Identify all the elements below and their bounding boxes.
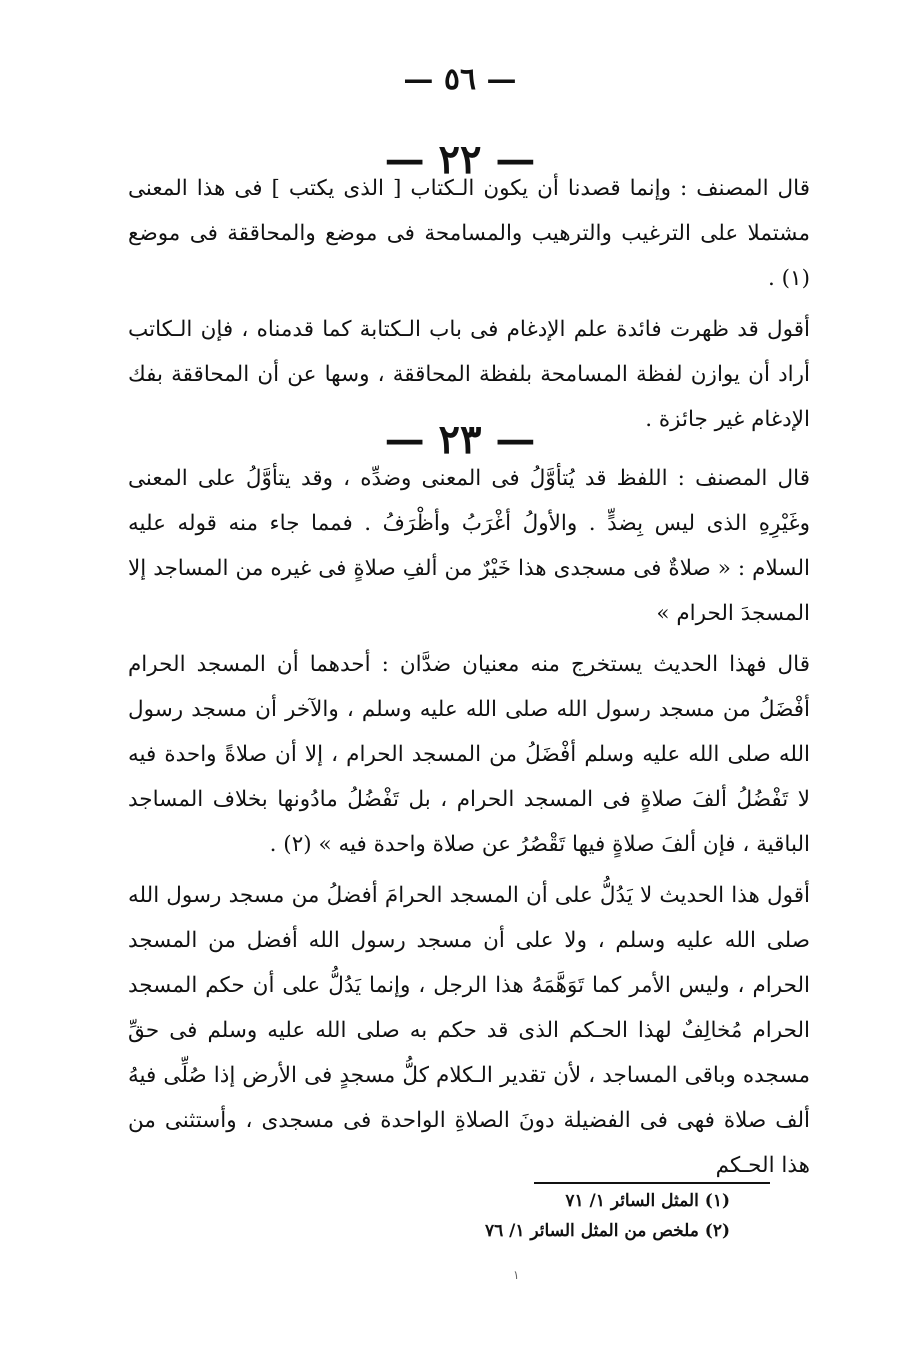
paragraph: قال المصنف : وإنما قصدنا أن يكون الـكتاب [ الذى يكتب ] فى هذا المعنى مشتملا على الترغيب والترهيب والمسامحة فى موضع والمحاققة فى موضع (١) .: [128, 176, 810, 291]
footnote-1: (١) المثل السائر ١/ ٧١: [565, 1191, 730, 1211]
section-23-body: [128, 456, 810, 1194]
footnotes: [420, 1186, 730, 1246]
section-heading-22: — ٢٢ —: [384, 136, 536, 183]
paragraph: قال المصنف : اللفظ قد يُتأوَّلُ فى المعنى وضدِّه ، وقد يتأوَّلُ على المعنى وغَيْرِهِ الذى ليس بِضدٍّ . والأولُ أغْرَبُ وأظْرَفُ . فمما جاء منه قوله عليه السلام : « صلاةٌ فى مسجدى هذا خَيْرٌ من ألفِ صلاةٍ فى غيره من المساجد إلا المسجدَ الحرام »: [128, 466, 810, 626]
paragraph: أقول قد ظهرت فائدة علم الإدغام فى باب الـكتابة كما قدمناه ، فإن الـكاتب أراد أن يوازن لفظة المسامحة بلفظة المحاققة ، وسها عن أن المحاققة بفك الإدغام غير جائزة .: [128, 317, 810, 432]
section-heading-23: — ٢٣ —: [384, 416, 536, 463]
footnote-2: (٢) ملخص من المثل السائر ١/ ٧٦: [484, 1221, 730, 1241]
bottom-mark: ١: [513, 1268, 520, 1282]
paragraph: قال فهذا الحديث يستخرج منه معنيان ضدَّان : أحدهما أن المسجد الحرام أفْضَلُ من مسجد رسول الله صلى الله عليه وسلم ، والآخر أن مسجد رسول الله صلى الله عليه وسلم أفْضَلُ من المسجد الحرام ، إلا أن صلاةً واحدة فيه لا تَفْضُلُ ألفَ صلاةٍ فى المسجد الحرام ، بل تَفْضُلُ مادُونها بخلاف المساجد الباقية ، فإن ألفَ صلاةٍ فيها تَقْصُرُ عن صلاة واحدة فيه » (٢) .: [128, 652, 810, 857]
paragraph: أقول هذا الحديث لا يَدُلُّ على أن المسجد الحرامَ أفضلُ من مسجد رسول الله صلى الله عليه وسلم ، ولا على أن مسجد رسول الله أفضل من المسجد الحرام ، وليس الأمر كما تَوَهَّمَهُ هذا الرجل ، وإنما يَدُلُّ على أن حكم المسجد الحرام مُخالِفٌ لهذا الحـكم الذى قد حكم به صلى الله عليه وسلم فى حقِّ مسجده وباقى المساجد ، لأن تقدير الـكلام كلُّ مسجدٍ فى الأرض إذا صُلِّى فيهُ ألف صلاة فهى فى الفضيلة دونَ الصلاةِ الواحدة فى مسجدى ، وأستثنى من هذا الحـكم: [128, 883, 810, 1178]
footnote-divider: [534, 1182, 770, 1184]
section-22-body: [128, 166, 810, 448]
page-number: — ٥٦ —: [403, 62, 517, 97]
